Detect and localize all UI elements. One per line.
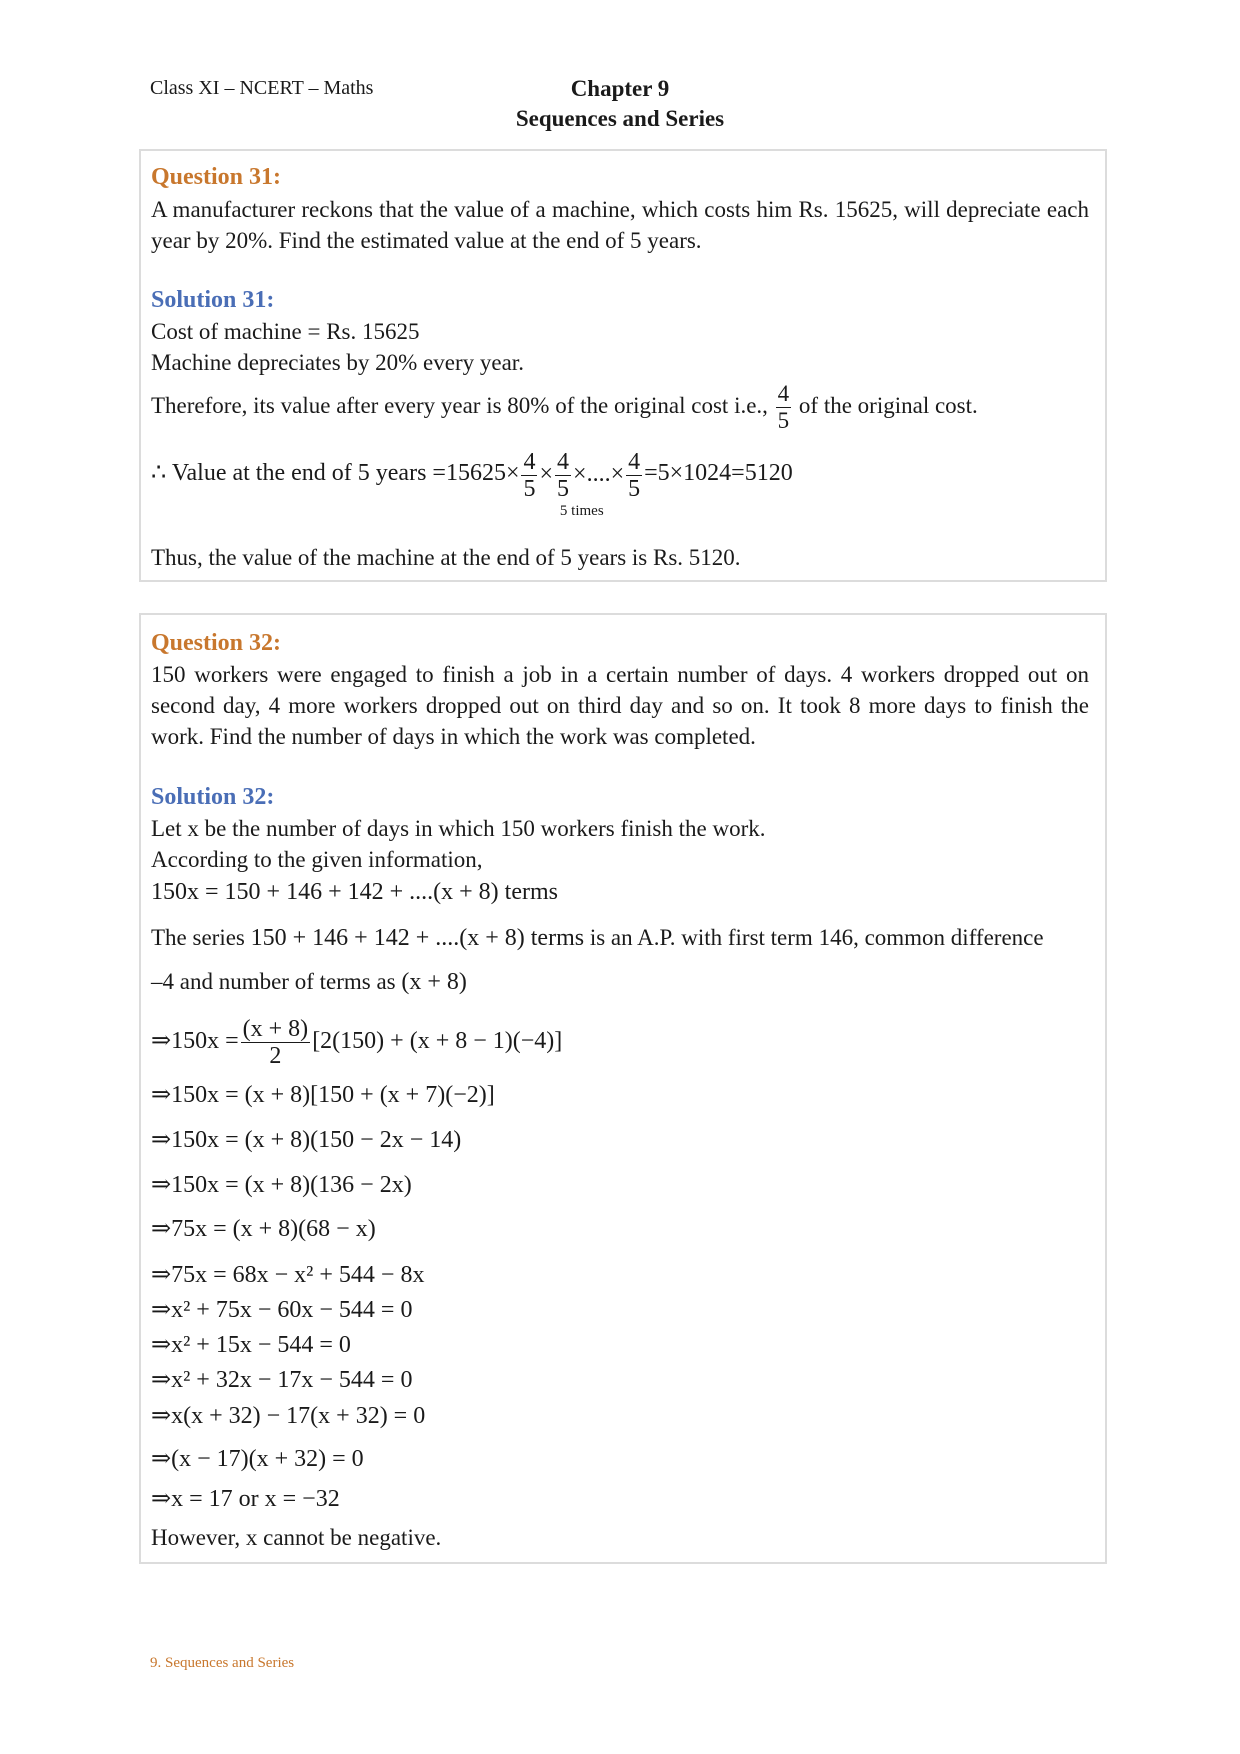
- solution-32-step: ⇒x² + 32x − 17x − 544 = 0: [151, 1367, 413, 1393]
- solution-32-step: ⇒150x = (x + 8)(150 − 2x − 14): [151, 1127, 462, 1153]
- line-3-pre: Therefore, its value after every year is 80% of the original cost i.e.,: [151, 393, 768, 418]
- solution-31-value-equation: [151, 445, 1089, 520]
- chapter-title: Sequences and Series: [515, 106, 725, 131]
- solution-32-step: ⇒x² + 15x − 544 = 0: [151, 1332, 351, 1358]
- page-footer: 9. Sequences and Series: [150, 1655, 295, 1671]
- solution-31-line-2: Machine depreciates by 20% every year.: [151, 350, 524, 375]
- solution-31-conclusion: Thus, the value of the machine at the end of 5 years is Rs. 5120.: [151, 545, 741, 570]
- fraction-4-5: [776, 381, 792, 434]
- step-1-rhs: [2(150) + (x + 8 − 1)(−4)]: [312, 1028, 563, 1054]
- step-1-num: (x + 8): [242, 1015, 309, 1042]
- header-chapter: [420, 74, 820, 134]
- series-expr: 150 + 146 + 142 + ....(x + 8) terms: [250, 925, 585, 951]
- solution-31-heading: Solution 31:: [151, 287, 275, 313]
- solution-32-series-line: [151, 922, 1089, 954]
- solution-32-step: ⇒x(x + 32) − 17(x + 32) = 0: [151, 1403, 426, 1429]
- brace-label: 5 times: [559, 503, 604, 520]
- value-pre: ∴ Value at the end of 5 years: [151, 460, 427, 486]
- solution-32-step: ⇒x = 17 or x = −32: [151, 1486, 340, 1512]
- solution-32-step: ⇒150x = (x + 8)[150 + (x + 7)(−2)]: [151, 1082, 495, 1108]
- solution-32-eq-1: 150x = 150 + 146 + 142 + ....(x + 8) terms: [151, 879, 558, 905]
- solution-32-step-1: [151, 1012, 1089, 1070]
- terms-expr: (x + 8): [401, 969, 467, 995]
- question-31-heading: Question 31:: [151, 164, 282, 190]
- underbrace-group: $\frac{4}{5}$ × $\frac{4}{5}$ ×....× $\frac{4}{5}$ 5 times: [519, 446, 644, 502]
- solution-31-line-3: [151, 380, 1089, 434]
- series-post: is an A.P. with first term 146, common difference: [589, 925, 1044, 950]
- solution-32-terms-line: [151, 966, 1089, 998]
- solution-32-final: However, x cannot be negative.: [151, 1525, 442, 1550]
- header-class-label: Class XI – NCERT – Maths: [150, 77, 374, 99]
- step-1-den: 2: [269, 1042, 282, 1069]
- solution-32-step: ⇒75x = 68x − x² + 544 − 8x: [151, 1262, 425, 1288]
- line-3-post: of the original cost.: [798, 393, 978, 418]
- solution-31-line-1: Cost of machine = Rs. 15625: [151, 319, 420, 344]
- chapter-number: Chapter 9: [570, 76, 670, 101]
- value-eq: =15625×: [432, 460, 520, 486]
- solution-32-step: ⇒75x = (x + 8)(68 − x): [151, 1216, 376, 1242]
- common-difference: –4: [151, 969, 174, 994]
- step-1-lhs: ⇒150x =: [151, 1028, 239, 1054]
- solution-32-line-1: Let x be the number of days in which 150 workers finish the work.: [151, 816, 766, 841]
- question-32-heading: Question 32:: [151, 630, 282, 656]
- terms-text: and number of terms as: [179, 969, 396, 994]
- frac-num: 4: [777, 381, 790, 407]
- solution-32-step: ⇒150x = (x + 8)(136 − 2x): [151, 1172, 412, 1198]
- question-32-text: 150 workers were engaged to finish a job in a certain number of days. 4 workers dropped out on second day, 4 more workers dropped out on third day and so on. It took 8 more days to finish the work. Find the number of days in which the work was completed.: [151, 662, 1089, 749]
- series-pre: The series: [151, 925, 245, 950]
- question-31-text: A manufacturer reckons that the value of a machine, which costs him Rs. 15625, will depreciate each year by 20%. Find the estimated value at the end of 5 years.: [151, 197, 1089, 253]
- frac-den: 5: [777, 408, 790, 434]
- solution-32-step: ⇒x² + 75x − 60x − 544 = 0: [151, 1297, 413, 1323]
- solution-32-line-2: According to the given information,: [151, 847, 483, 872]
- solution-32-heading: Solution 32:: [151, 784, 275, 810]
- value-result: =5×1024=5120: [644, 460, 793, 486]
- solution-32-step: ⇒(x − 17)(x + 32) = 0: [151, 1446, 364, 1472]
